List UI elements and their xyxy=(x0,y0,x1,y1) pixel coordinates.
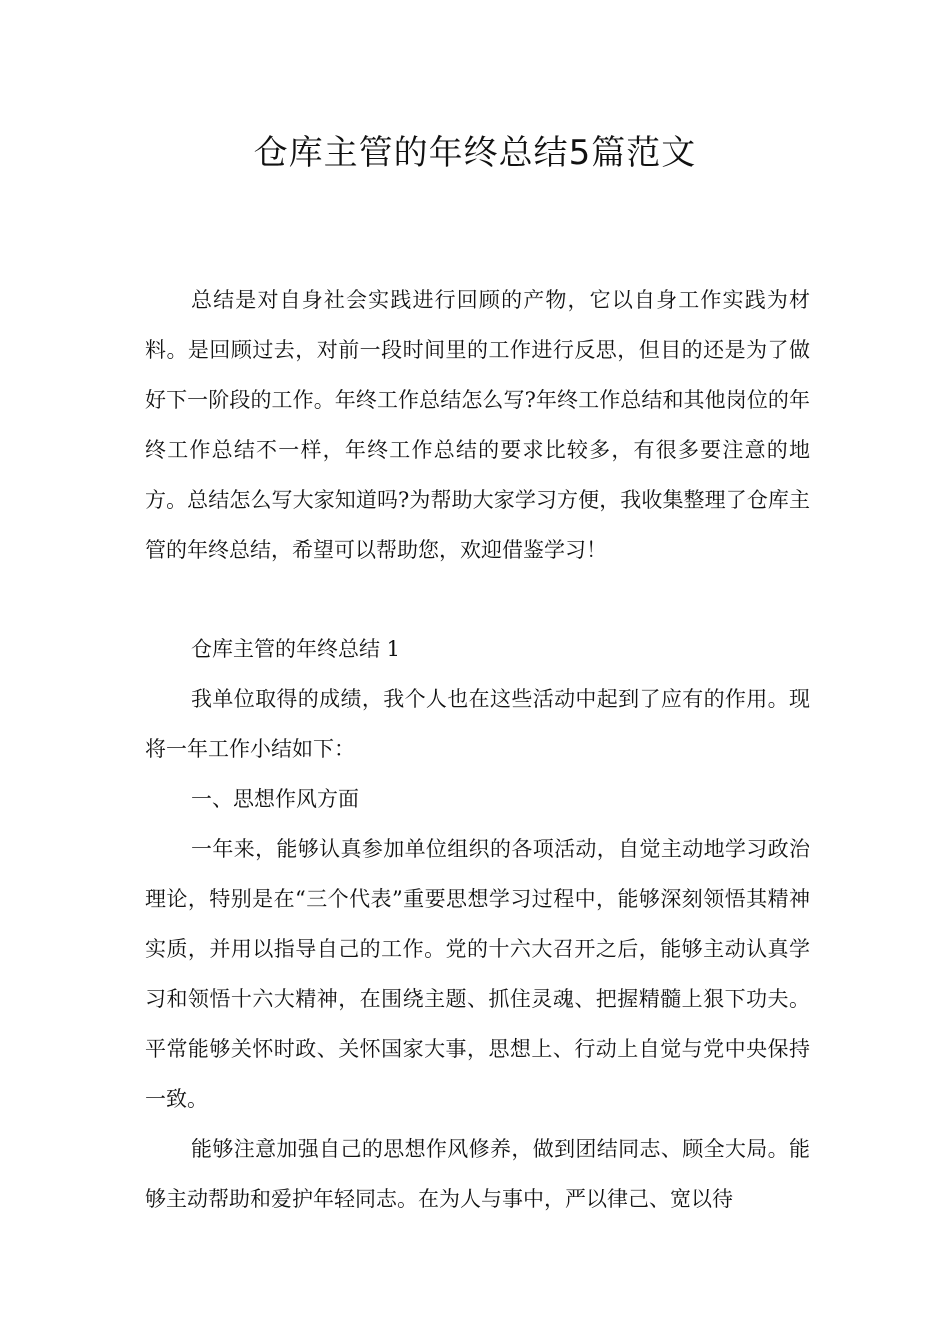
paragraph-1: 我单位取得的成绩，我个人也在这些活动中起到了应有的作用。现将一年工作小结如下： xyxy=(145,687,810,761)
paragraph-3: 能够注意加强自己的思想作风修养，做到团结同志、顾全大局。能够主动帮助和爱护年轻同志。在为人与事中，严以律己、宽以待 xyxy=(145,1137,810,1211)
intro-paragraph: 总结是对自身社会实践进行回顾的产物，它以自身工作实践为材料。是回顾过去，对前一段时间里的工作进行反思，但目的还是为了做好下一阶段的工作。年终工作总结怎么写?年终工作总结和其他岗位的年终工作总结不一样，年终工作总结的要求比较多，有很多要注意的地方。总结怎么写大家知道吗?为帮助大家学习方便，我收集整理了仓库主管的年终总结，希望可以帮助您，欢迎借鉴学习！ xyxy=(145,288,810,562)
paragraph-2: 一年来，能够认真参加单位组织的各项活动，自觉主动地学习政治理论，特别是在“三个代表”重要思想学习过程中，能够深刻领悟其精神实质，并用以指导自己的工作。党的十六大召开之后，能够主动认真学习和领悟十六大精神，在围绕主题、抓住灵魂、把握精髓上狠下功夫。平常能够关怀时政、关怀国家大事，思想上、行动上自觉与党中央保持一致。 xyxy=(145,837,810,1111)
intro-block xyxy=(145,275,810,575)
section-title: 仓库主管的年终总结 1 xyxy=(191,637,401,661)
document-title: 仓库主管的年终总结5篇范文 xyxy=(253,133,697,173)
section-1 xyxy=(145,624,810,1224)
subheading-1: 一、思想作风方面 xyxy=(191,787,359,811)
